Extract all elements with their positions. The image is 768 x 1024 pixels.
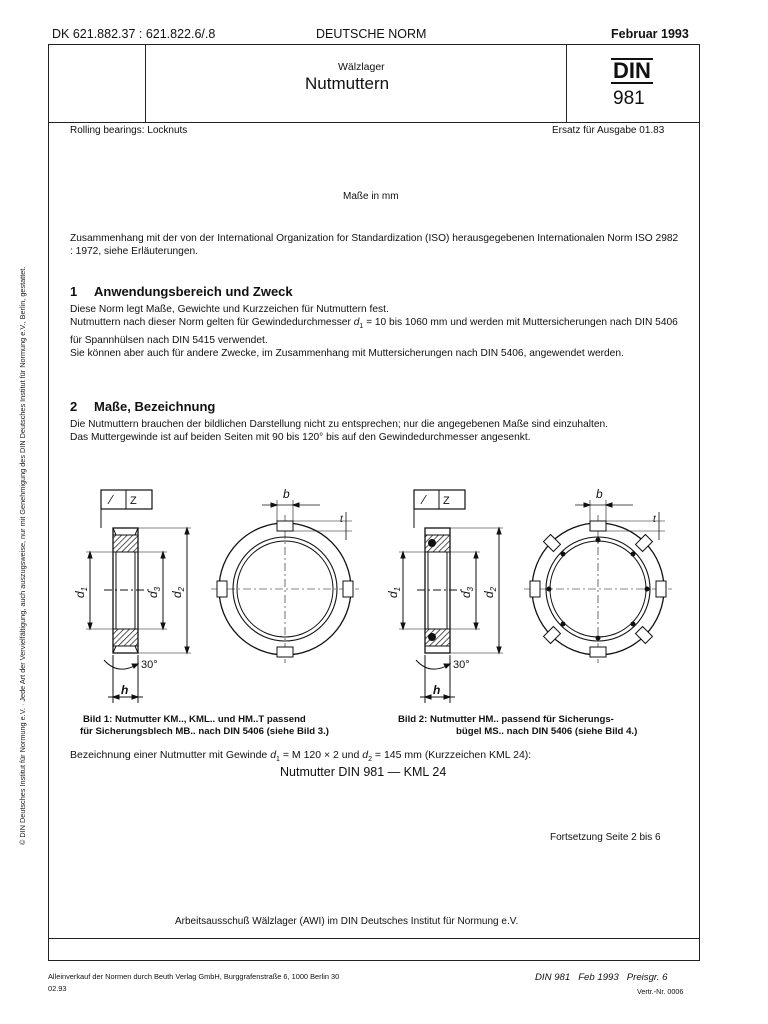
fig1-h-label: h	[121, 683, 129, 697]
replaces-edition: Ersatz für Ausgabe 01.83	[552, 125, 665, 136]
subject-label: Wälzlager	[338, 61, 385, 73]
fig1-d3-label	[146, 586, 162, 598]
svg-text:d3: $d_3$	[146, 586, 162, 598]
din-logo: DIN	[613, 58, 651, 83]
fig1-caption: Bild 1: Nutmutter KM.., KML.. und HM..T passend für Sicherungsblech MB.. nach DIN 5406 (siehe Bild 3.)	[80, 714, 329, 737]
dk-number: DK 621.882.37 : 621.822.6/.8	[52, 27, 216, 41]
fig2-d1-label	[386, 587, 402, 598]
footer-code: 02.93	[48, 984, 67, 993]
designation-example: Nutmutter DIN 981 — KML 24	[280, 765, 447, 779]
fig1-d1-label	[73, 587, 89, 598]
iso-reference: Zusammenhang mit der von der International Organization for Standardization (ISO) herausgegebenen Internationalen Norm ISO 2982 : 1972, siehe Erläuterungen.	[70, 233, 679, 258]
fig2-front-view	[524, 500, 672, 663]
document-title: Nutmuttern	[305, 74, 390, 93]
section-1-p1: Diese Norm legt Maße, Gewichte und Kurzzeichen für Nutmuttern fest.	[70, 304, 389, 315]
din-number: 981	[613, 88, 645, 109]
svg-text:d2: $d_2$	[482, 586, 498, 598]
svg-text:d1: $d_1$	[73, 586, 89, 598]
fig2-b-label: b	[596, 487, 603, 501]
section-1-p2: Nutmuttern nach dieser Norm gelten für Gewindedurchmesser $d_1 = 10$ bis 1060 mm und werden mit Muttersicherungen nach DIN 5406 für Spannhülsen nach DIN 5415 verwendet.	[70, 317, 678, 346]
section-2-p2: Das Muttergewinde ist auf beiden Seiten mit 90 bis 120° bis auf den Gewindedurchmesser angesenkt.	[70, 432, 531, 444]
fig1-t-label: t	[340, 514, 343, 525]
fig1-tol-ref: Z	[130, 495, 137, 507]
svg-text:d3: $d_3$	[459, 586, 475, 598]
footer-vertr: Vertr.-Nr. 0006	[637, 987, 684, 996]
copyright-notice: © DIN Deutsches Institut für Normung e.V. · Jede Art der Vervielfältigung, auch auszugsweise, nur mit Genehmigung des DIN Deutsches Institut für Normung e.V., Berlin, gestattet.	[18, 266, 27, 845]
section-1-p3: Sie können aber auch für andere Zwecke, im Zusammenhang mit Muttersicherungen nach DIN 5406, angewendet werden.	[70, 348, 624, 360]
svg-text:d2: $d_2$	[170, 586, 186, 598]
fig2-tol-ref: Z	[443, 495, 450, 507]
section-1-heading: 1 Anwendungsbereich und Zweck	[70, 284, 293, 299]
fig2-d3-label	[459, 586, 475, 598]
fig1-b-label: b	[283, 487, 290, 501]
fig1-tol-symbol: ⁄	[110, 492, 113, 507]
fig2-angle-label: 30°	[453, 659, 470, 671]
footer-reference: DIN 981 Feb 1993 Preisgr. 6	[535, 972, 668, 983]
designation-text: Bezeichnung einer Nutmutter mit Gewinde $d_1 = M$ 120 × 2 und $d_2 = 145$ mm (Kurzzeichen KML 24):	[70, 749, 532, 764]
fig1-angle-label: 30°	[141, 659, 158, 671]
section-2-heading: 2 Maße, Bezeichnung	[70, 399, 216, 414]
svg-text:d1: $d_1$	[386, 586, 402, 598]
fig2-caption: Bild 2: Nutmutter HM.. passend für Sicherungs- bügel MS.. nach DIN 5406 (siehe Bild 4.)	[398, 714, 638, 737]
fig2-t-label: t	[653, 514, 656, 525]
standard-type: DEUTSCHE NORM	[316, 27, 427, 41]
issue-date: Februar 1993	[611, 27, 689, 41]
fig2-d2-label	[482, 586, 498, 598]
fig2-h-label: h	[433, 683, 441, 697]
fig2-tol-symbol: ⁄	[423, 492, 426, 507]
committee: Arbeitsausschuß Wälzlager (AWI) im DIN Deutsches Institut für Normung e.V.	[175, 916, 519, 927]
section-2-p1: Die Nutmuttern brauchen der bildlichen Darstellung nicht zu entsprechen; nur die angegebenen Maße sind einzuhalten.	[70, 419, 609, 430]
continuation-note: Fortsetzung Seite 2 bis 6	[550, 832, 661, 843]
units-note: Maße in mm	[343, 191, 399, 202]
footer-sales: Alleinverkauf der Normen durch Beuth Verlag GmbH, Burggrafenstraße 6, 1000 Berlin 30	[48, 972, 340, 981]
english-title: Rolling bearings: Locknuts	[70, 125, 188, 136]
fig1-front-view	[211, 500, 359, 663]
fig1-d2-label	[170, 586, 186, 598]
